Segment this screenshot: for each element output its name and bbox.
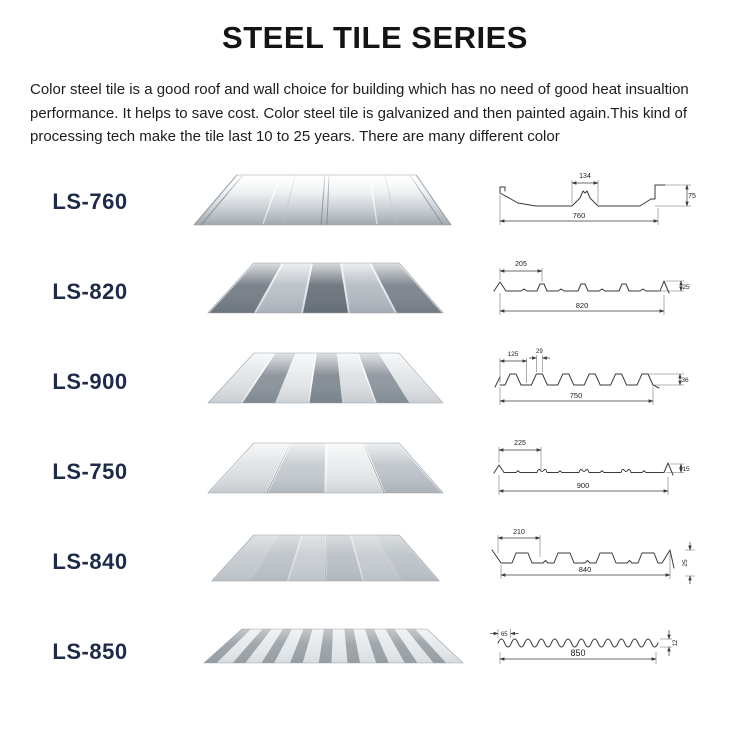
dim-rib-height: 25 [682, 559, 689, 567]
dim-cover-width: 760 [572, 211, 586, 221]
product-row [0, 157, 750, 247]
profile-outline [500, 374, 659, 388]
dim-rib-height: 15 [682, 466, 690, 474]
profile-outline [494, 281, 669, 293]
profile-diagram [480, 613, 750, 691]
model-label: LS-840 [52, 549, 128, 575]
dim-peak-width: 134 [579, 173, 591, 181]
model-label: LS-850 [52, 639, 128, 665]
model-label: LS-820 [52, 279, 128, 305]
dim-rib-pitch: 225 [514, 440, 526, 448]
page-title: STEEL TILE SERIES [222, 20, 528, 55]
profile-outline [494, 463, 673, 475]
dim-cover-width: 750 [569, 391, 583, 401]
tile-render-corrugated-wavy [180, 613, 480, 691]
tile-photo [180, 613, 480, 691]
cross-section-drawing [488, 163, 728, 241]
tile-photo [180, 523, 480, 601]
product-row [0, 247, 750, 337]
profile-outline [500, 187, 505, 193]
profile-diagram [480, 433, 750, 511]
tile-render-trapezoid-matte [180, 523, 480, 601]
tile-photo [180, 433, 480, 511]
dim-rib-pitch: 65 [500, 632, 508, 639]
product-description: Color steel tile is a good roof and wall choice for building which has no need of good heat insualtion performance. It helps to save cost. Color steel tile is galvanized and then painted again.This kind of processing tech make the tile last 10 to 25 years. There are many different color [30, 81, 689, 146]
tile-photo [180, 253, 480, 331]
tile-render-trapezoid-dark [180, 253, 480, 331]
profile-diagram [480, 163, 750, 241]
tile-render-corrugated-deep [180, 343, 480, 421]
tile-photo [180, 163, 480, 241]
cross-section-drawing [488, 523, 728, 601]
cross-section-drawing [488, 343, 728, 421]
tile-photo [180, 343, 480, 421]
cross-section-drawing [488, 433, 728, 511]
dim-rib-pitch: 205 [515, 261, 527, 269]
profile-diagram [480, 343, 750, 421]
product-row [0, 427, 750, 517]
profile-outline [498, 639, 658, 647]
product-row [0, 337, 750, 427]
profile-diagram [480, 253, 750, 331]
product-rows [0, 157, 750, 697]
dim-rib-pitch: 210 [513, 529, 525, 537]
cross-section-drawing [488, 613, 728, 691]
model-label: LS-900 [52, 369, 128, 395]
model-label: LS-760 [52, 189, 128, 215]
cross-section-drawing [488, 253, 728, 331]
tile-render-trapezoid-bright [180, 433, 480, 511]
product-row [0, 517, 750, 607]
dim-cover-width: 840 [578, 565, 592, 575]
dim-rib-height: 12 [673, 639, 679, 647]
dim-rib-pitch: 125 [507, 351, 519, 359]
dim-cover-width: 850 [570, 648, 586, 659]
dim-edge-height: 75 [688, 193, 696, 201]
dim-cover-width: 820 [575, 301, 589, 311]
model-label: LS-750 [52, 459, 128, 485]
tile-render-standing-seam [180, 163, 480, 241]
profile-diagram [480, 523, 750, 601]
dim-crest-width: 29 [536, 349, 543, 356]
dim-rib-height: 36 [681, 377, 689, 385]
product-row [0, 607, 750, 697]
dim-cover-width: 900 [576, 481, 590, 491]
dim-rib-height: 25 [682, 284, 690, 292]
